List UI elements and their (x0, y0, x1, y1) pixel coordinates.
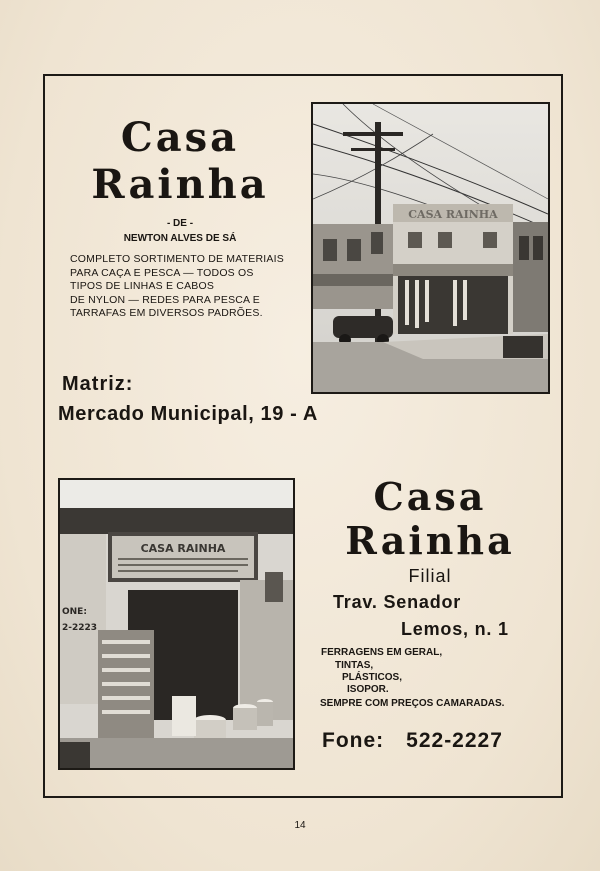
storefront-photo-branch (58, 478, 295, 770)
branch-street-line1: Trav. Senador (333, 592, 462, 612)
branch-street-line2: Lemos, n. 1 (401, 619, 509, 639)
branch-sign: CASA RAINHA (140, 542, 226, 555)
desc-line: PARA CAÇA E PESCA — TODOS OS (70, 266, 254, 279)
top-description (70, 253, 310, 321)
desc-line: TIPOS DE LINHAS E CABOS (70, 280, 215, 292)
branch-label: Filial (408, 566, 452, 586)
photo-phone-label: ONE: (62, 607, 87, 617)
storefront-photo-main (311, 102, 550, 394)
product-line: ISOPOR. (347, 684, 389, 695)
product-line: FERRAGENS EM GERAL, (321, 647, 443, 658)
bottom-title-rainha: Rainha (345, 518, 515, 563)
phone-label: Fone: (322, 729, 385, 752)
phone (322, 729, 503, 753)
bottom-title-casa: Casa (373, 474, 487, 519)
product-line: TINTAS, (335, 660, 374, 671)
top-owner-name: NEWTON ALVES DE SÁ (123, 233, 237, 244)
top-de-label: - DE - (166, 218, 194, 229)
desc-line: TARRAFAS EM DIVERSOS PADRÕES. (70, 307, 263, 319)
product-line: PLÁSTICOS, (342, 672, 403, 683)
product-line: SEMPRE COM PREÇOS CAMARADAS. (320, 698, 505, 709)
storefront-sign: CASA RAINHA (408, 208, 498, 221)
phone-number: 522-2227 (406, 729, 503, 752)
desc-line: COMPLETO SORTIMENTO DE MATERIAIS (70, 253, 284, 265)
top-title-casa: Casa (120, 114, 240, 161)
photo-phone-number: 2-2223 (62, 623, 98, 633)
page-number: 14 (294, 820, 306, 831)
matriz-address: Mercado Municipal, 19 - A (58, 403, 318, 425)
desc-line: DE NYLON — REDES PARA PESCA E (70, 293, 260, 306)
matriz-label: Matriz: (62, 373, 134, 395)
top-title-rainha: Rainha (91, 161, 269, 208)
